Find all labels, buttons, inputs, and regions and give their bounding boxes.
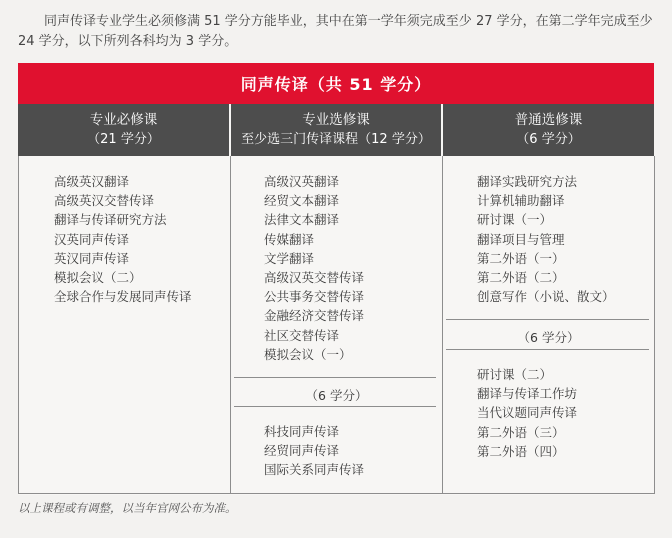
section-divider [234, 377, 436, 378]
table-title: 同声传译（共 51 学分） [18, 63, 654, 104]
list-item: 翻译实践研究方法 [477, 174, 578, 189]
column-header-required [18, 104, 229, 156]
column-subheading: （6 学分） [516, 132, 581, 147]
list-item: 高级英汉翻译 [54, 174, 130, 189]
section-divider [446, 349, 649, 350]
column-subheading: 至少选三门传译课程（12 学分） [241, 132, 431, 147]
list-item: 第二外语（二） [477, 270, 565, 286]
list-item: 模拟会议（一） [264, 346, 352, 362]
list-item: 社区交替传译 [264, 327, 340, 343]
list-item: 传媒翻译 [264, 231, 315, 247]
column-heading: 专业选修课 [302, 112, 370, 128]
list-item: 高级英汉交替传译 [54, 193, 155, 209]
list-item: 计算机辅助翻译 [477, 193, 565, 209]
list-item: 创意写作（小说、散文） [477, 289, 615, 305]
major-elective-sim-list [264, 422, 364, 480]
general-elective-second-list [477, 365, 577, 461]
section-credit-label: （6 学分） [517, 330, 580, 345]
footnote: 以上课程或有调整，以当年官网公布为准。 [18, 501, 237, 515]
major-elective-course-list [264, 172, 364, 364]
column-divider [442, 156, 443, 493]
list-item: 英汉同声传译 [54, 250, 130, 266]
column-header-general-elective [443, 104, 654, 156]
list-item: 经贸文本翻译 [264, 193, 340, 209]
list-item: 第二外语（一） [477, 250, 565, 266]
list-item: 科技同声传译 [264, 424, 340, 439]
section-divider [234, 406, 436, 407]
list-item: 当代议题同声传译 [477, 405, 578, 421]
section-divider [446, 319, 649, 320]
list-item: 高级汉英翻译 [264, 174, 340, 189]
list-item: 翻译与传译研究方法 [54, 212, 167, 228]
column-divider [230, 156, 231, 493]
list-item: 经贸同声传译 [264, 443, 340, 459]
list-item: 第二外语（三） [477, 424, 565, 440]
list-item: 研讨课（二） [477, 367, 553, 382]
list-item: 模拟会议（二） [54, 270, 142, 286]
column-header-major-elective [231, 104, 441, 156]
list-item: 研讨课（一） [477, 212, 553, 228]
general-elective-course-list [477, 172, 615, 306]
list-item: 金融经济交替传译 [264, 308, 365, 324]
section-credit-label: （6 学分） [305, 388, 368, 403]
required-course-list [54, 172, 192, 306]
intro-text: 同声传译专业学生必须修满 51 学分方能毕业，其中在第一学年须完成至少 27 学分，在第二学年完成至少 24 学分，以下所列各科均为 3 学分。 [18, 14, 653, 49]
column-heading: 专业必修课 [89, 112, 158, 128]
list-item: 法律文本翻译 [264, 212, 340, 228]
list-item: 翻译与传译工作坊 [477, 386, 578, 402]
list-item: 高级汉英交替传译 [264, 270, 365, 286]
column-subheading: （21 学分） [87, 132, 160, 147]
column-heading: 普通选修课 [514, 112, 583, 128]
list-item: 第二外语（四） [477, 443, 565, 459]
list-item: 国际关系同声传译 [264, 462, 365, 478]
list-item: 文学翻译 [264, 250, 315, 266]
list-item: 全球合作与发展同声传译 [54, 289, 192, 305]
list-item: 汉英同声传译 [54, 231, 130, 247]
curriculum-table [18, 63, 654, 495]
intro-paragraph [18, 12, 658, 52]
list-item: 翻译项目与管理 [477, 231, 565, 247]
list-item: 公共事务交替传译 [264, 289, 365, 305]
